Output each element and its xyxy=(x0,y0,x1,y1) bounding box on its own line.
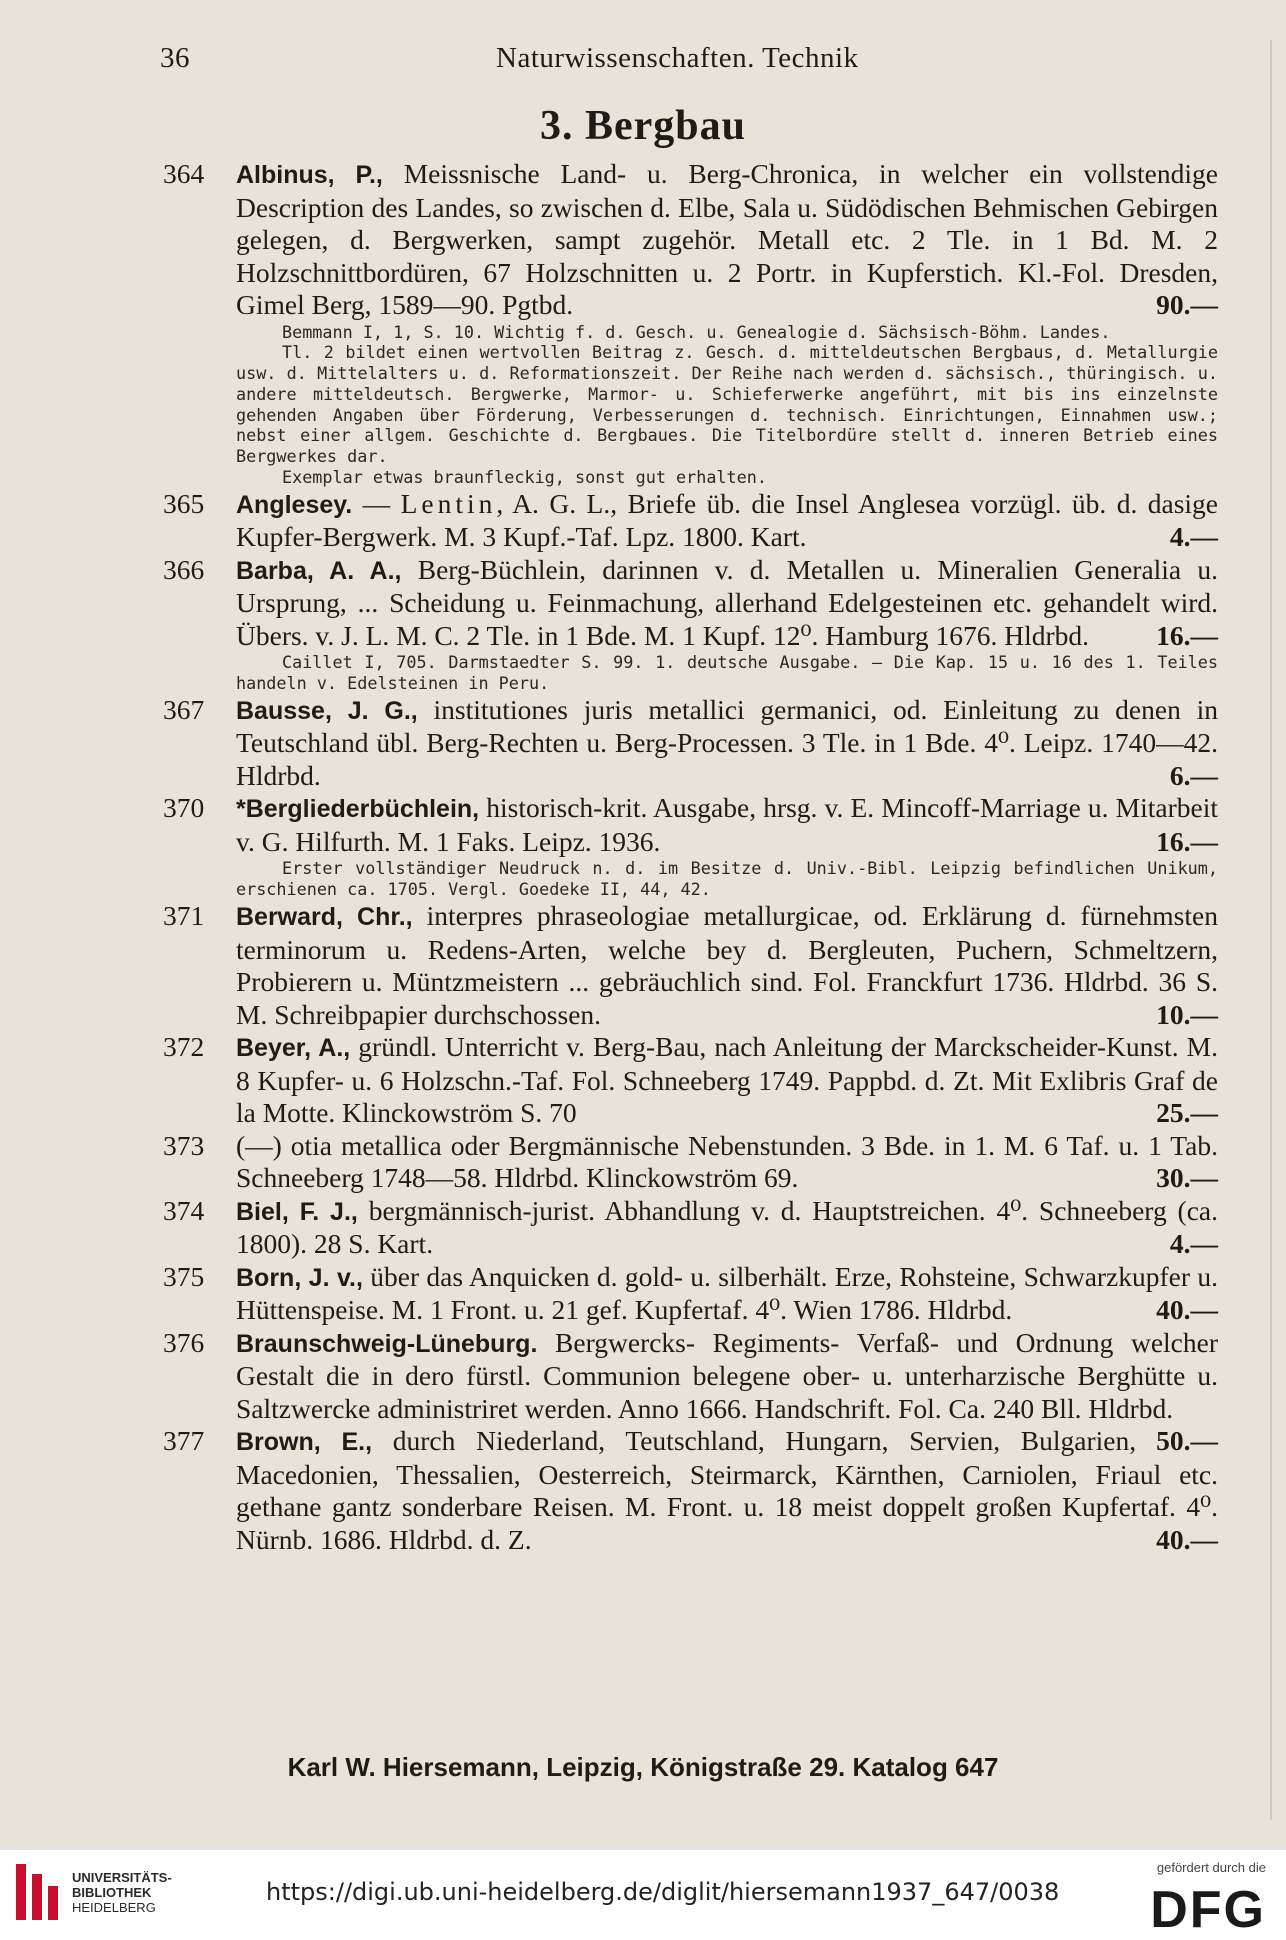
library-name-line: UNIVERSITÄTS- xyxy=(72,1870,172,1885)
catalog-entry xyxy=(0,1195,1286,1261)
entry-note-text: Caillet I, 705. Darmstaedter S. 99. 1. deutsche Ausgabe. — Die Kap. 15 u. 16 des 1. Teiles handeln v. Edelsteinen in Peru. xyxy=(236,652,1218,694)
entry-author: Bausse, J. G., xyxy=(236,696,418,725)
entry-description: , A. G. L., Briefe üb. die Insel Anglesea vorzügl. üb. d. dasige Kupfer-Bergwerk. M. 3 Kupf.-Taf. Lpz. 1800. Kart. xyxy=(236,487,1218,553)
entry-description: historisch-krit. Ausgabe, hrsg. v. E. Mincoff-Marriage u. Mitarbeit v. G. Hilfurth. M. 1 Faks. Leipz. 1936. xyxy=(236,792,1218,857)
entry-price: 10.— xyxy=(1156,998,1218,1030)
entry-description: institutiones juris metallici germanici, od. Einleitung zu denen in Teutschland übl. Berg-Rechten u. Berg-Processen. 3 Tle. in 1 Bde. 4⁰. Leipz. 1740—42. Hldrbd. xyxy=(236,693,1219,791)
library-logo-icon xyxy=(16,1864,60,1920)
entry-note-text: Exemplar etwas braunfleckig, sonst gut erhalten. xyxy=(282,467,767,488)
entry-note xyxy=(236,342,1218,467)
entry-body xyxy=(236,1261,1218,1327)
entry-number: 370 xyxy=(163,792,205,824)
library-name xyxy=(72,1870,172,1915)
entry-author: *Bergliederbüchlein, xyxy=(236,795,480,824)
entry-description: interpres phraseologiae metallurgicae, od. Erklärung d. fürnehmsten terminorum u. Redens-Arten, welche bey d. Bergleuten, Puchern, Schmeltzern, Probierern u. Müntzmeistern ... gebräuchlich sind. Fol. Franckfurt 1736. Hldrbd. 36 S. M. Schreibpapier durchschossen. xyxy=(236,900,1218,1030)
entry-author: Albinus, P., xyxy=(236,161,383,189)
entry-number: 365 xyxy=(163,487,205,519)
entry-description: gründl. Unterricht v. Berg-Bau, nach Anleitung der Marckscheider-Kunst. M. 8 Kupfer- u. 6 Holzschn.-Taf. Fol. Schneeberg 1749. Pappbd. d. Zt. Mit Exlibris Graf de la Motte. Klinckowström S. 70 xyxy=(236,1031,1218,1129)
entry-author: Beyer, A., xyxy=(236,1034,351,1063)
entry-price: 4.— xyxy=(1169,521,1218,553)
running-title: Naturwissenschaften. Technik xyxy=(496,42,859,74)
entry-author: Brown, E., xyxy=(236,1428,373,1457)
entry-body xyxy=(236,900,1218,1031)
catalog-entry xyxy=(0,158,1286,488)
entry-body xyxy=(236,554,1218,653)
dfg-logo: DFG xyxy=(1150,1881,1266,1939)
entry-body xyxy=(236,694,1218,793)
entry-price: 25.— xyxy=(1156,1097,1218,1129)
entry-number: 374 xyxy=(163,1194,205,1226)
page-number: 36 xyxy=(160,42,190,74)
entry-body xyxy=(236,488,1218,554)
permalink-url[interactable]: https://digi.ub.uni-heidelberg.de/diglit/hiersemann1937_647/0038 xyxy=(266,1878,1060,1906)
catalog-entry xyxy=(0,792,1286,900)
library-name-line: HEIDELBERG xyxy=(72,1900,156,1915)
entry-number: 371 xyxy=(163,900,205,932)
publisher-imprint: Karl W. Hiersemann, Leipzig, Königstraße 29. Katalog 647 xyxy=(287,1752,999,1782)
entry-description: durch Niederland, Teutschland, Hungarn, Servien, Bulgarien, Macedonien, Thessalien, Oesterreich, Steirmarck, Kärnthen, Carniolen, Friaul etc. gethane gantz sonderbare Reisen. M. Front. u. 18 meist doppelt großen Kupfertaf. 4⁰. Nürnb. 1686. Hldrbd. d. Z. xyxy=(236,1425,1218,1555)
entry-text-prefix: — xyxy=(352,487,401,519)
entry-price: 6.— xyxy=(1169,759,1218,791)
entry-number: 366 xyxy=(163,553,205,585)
entry-note xyxy=(236,858,1218,900)
running-head xyxy=(160,42,1214,86)
entry-number: 377 xyxy=(163,1425,205,1457)
entry-body xyxy=(236,1031,1218,1130)
catalog-entry xyxy=(0,1130,1286,1195)
entry-price: 40.— xyxy=(1156,1294,1218,1326)
entry-note-text: Tl. 2 bildet einen wertvollen Beitrag z. Gesch. d. mitteldeutschen Bergbaus, d. Metallurgie usw. d. Mittelalters u. d. Reformationszeit. Der Reihe nach werden d. sächsisch., thüringisch. u. andere mitteldeutsch. Bergwerke, Marmor- u. Schieferwerke angeführt, mit bis ins einzelnste gehenden Angaben über Förderung, Verbesserungen d. technisch. Einrichtungen, Einnahmen usw.; nebst einer allgem. Geschichte d. Bergbaues. Die Titelbordüre stellt d. inneren Betrieb eines Bergwerkes dar. xyxy=(236,342,1218,467)
catalog-entry xyxy=(0,1261,1286,1327)
entry-number: 373 xyxy=(163,1129,205,1161)
library-name-line: BIBLIOTHEK xyxy=(72,1885,152,1900)
entry-price: 50.— xyxy=(1156,1425,1218,1457)
section-title: 3. Bergbau xyxy=(539,103,746,149)
catalog-entry xyxy=(0,554,1286,694)
entry-list xyxy=(0,158,1286,1556)
entry-price: 30.— xyxy=(1156,1162,1218,1194)
entry-body xyxy=(236,158,1218,322)
entry-author: Born, J. v., xyxy=(236,1263,363,1292)
catalog-entry xyxy=(0,694,1286,793)
entry-price: 90.— xyxy=(1156,289,1218,320)
entry-description: bergmännisch-jurist. Abhandlung v. d. Hauptstreichen. 4⁰. Schneeberg (ca. 1800). 28 S. Kart. xyxy=(236,1194,1218,1260)
catalog-entry xyxy=(0,900,1286,1031)
entry-number: 367 xyxy=(163,693,205,725)
entry-author: Biel, F. J., xyxy=(236,1197,358,1226)
entry-description: Berg-Büchlein, darinnen v. d. Metallen u. Mineralien Generalia u. Ursprung, ... Scheidung u. Feinmachung, allerhand Edelgesteinen etc. gehandelt wird. Übers. v. J. L. M. C. 2 Tle. in 1 Bde. M. 1 Kupf. 12⁰. Hamburg 1676. Hldrbd. xyxy=(236,553,1218,651)
entry-body xyxy=(236,1425,1218,1556)
entry-price: 4.— xyxy=(1169,1228,1218,1260)
entry-author: Anglesey. xyxy=(236,490,353,519)
entry-body xyxy=(236,792,1218,858)
catalog-entry xyxy=(0,488,1286,554)
entry-author: Berward, Chr., xyxy=(236,903,413,932)
entry-number: 376 xyxy=(163,1326,205,1358)
entry-number: 372 xyxy=(163,1031,205,1063)
entry-description: über das Anquicken d. gold- u. silberhält. Erze, Rohsteine, Schwarzkupfer u. Hüttenspeise. M. 1 Front. u. 21 gef. Kupfertaf. 4⁰. Wien 1786. Hldrbd. xyxy=(236,1260,1218,1326)
entry-note xyxy=(236,322,1218,343)
entry-author: Braunschweig-Lüneburg. xyxy=(236,1329,538,1358)
entry-number: 375 xyxy=(163,1260,205,1292)
entry-body xyxy=(236,1130,1218,1195)
entry-note xyxy=(236,652,1218,694)
entry-body xyxy=(236,1195,1218,1261)
catalog-entry xyxy=(0,1425,1286,1556)
funding-note: gefördert durch die xyxy=(1156,1860,1266,1875)
entry-price: 16.— xyxy=(1156,619,1218,651)
catalog-entry xyxy=(0,1031,1286,1130)
entry-description: Bergwercks- Regiments- Verfaß- und Ordnung welcher Gestalt die in dero fürstl. Communion belegene ober- u. unterharzische Berghütte u. Saltzwercke administriret werden. Anno 1666. Handschrift. Fol. Ca. 240 Bll. Hldrbd. xyxy=(236,1326,1218,1424)
entry-number: 364 xyxy=(163,158,205,189)
entry-note-text: Bemmann I, 1, S. 10. Wichtig f. d. Gesch. u. Genealogie d. Sächsisch-Böhm. Landes. xyxy=(282,321,1111,342)
entry-editor: Lentin xyxy=(400,487,497,519)
entry-description: (—) otia metallica oder Bergmännische Nebenstunden. 3 Bde. in 1. M. 6 Taf. u. 1 Tab. Schneeberg 1748—58. Hldrbd. Klinckowström 69. xyxy=(236,1129,1218,1194)
entry-description: Meissnische Land- u. Berg-Chronica, in welcher ein vollstendige Description des Landes, so zwischen d. Elbe, Sala u. Südödischen Behmischen Gebirgen gelegen, d. Bergwerken, sampt zugehör. Metall etc. 2 Tle. in 1 Bd. M. 2 Holzschnittbordüren, 67 Holzschnitten u. 2 Portr. in Kupferstich. Kl.-Fol. Dresden, Gimel Berg, 1589—90. Pgtbd. xyxy=(236,158,1218,320)
entry-price: 16.— xyxy=(1156,825,1218,857)
entry-price: 40.— xyxy=(1156,1523,1218,1555)
entry-note-text: Erster vollständiger Neudruck n. d. im Besitze d. Univ.-Bibl. Leipzig befindlichen Unikum, erschienen ca. 1705. Vergl. Goedeke II, 44, 42. xyxy=(236,858,1218,900)
digitization-banner xyxy=(0,1850,1286,1939)
entry-author: Barba, A. A., xyxy=(236,556,402,585)
entry-note xyxy=(236,467,1218,488)
